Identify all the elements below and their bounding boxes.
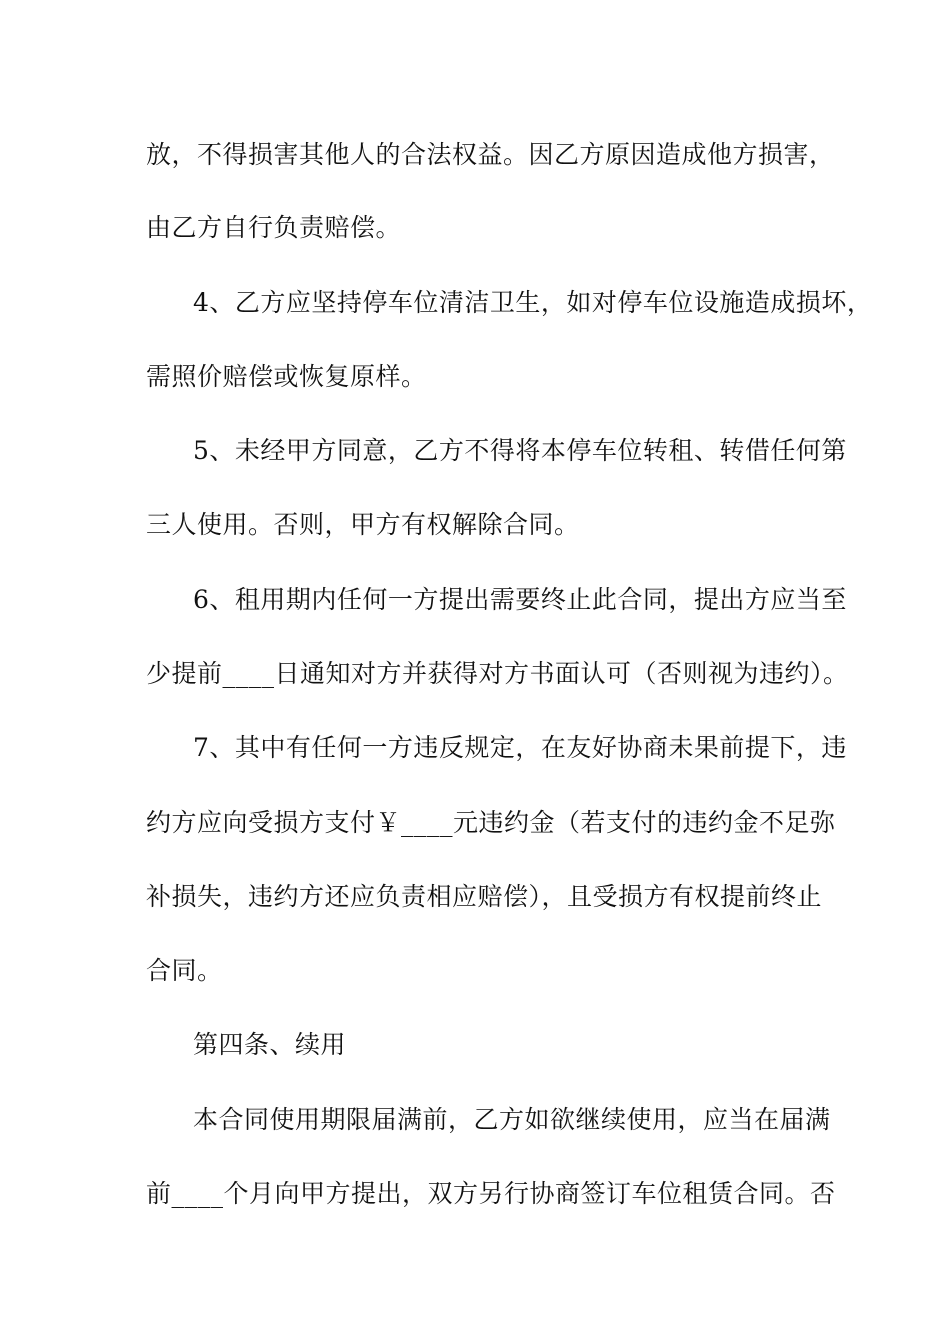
clause-7-line-3: 补损失，违约方还应负责相应赔偿），且受损方有权提前终止 <box>146 882 823 911</box>
renewal-line-1: 本合同使用期限届满前，乙方如欲继续使用，应当在届满 <box>193 1105 831 1134</box>
clause-4-line-2: 需照价赔偿或恢复原样。 <box>146 362 427 391</box>
text-line-2: 由乙方自行负责赔偿。 <box>146 213 402 242</box>
clause-5-line-2: 三人使用。否则，甲方有权解除合同。 <box>146 510 580 539</box>
clause-6-line-2: 少提前____日通知对方并获得对方书面认可（否则视为违约）。 <box>146 659 849 688</box>
clause-5-line-1: 5、未经甲方同意，乙方不得将本停车位转租、转借任何第 <box>193 436 847 465</box>
clause-6-line-1: 6、租用期内任何一方提出需要终止此合同，提出方应当至 <box>193 585 847 614</box>
text-line-1: 放，不得损害其他人的合法权益。因乙方原因造成他方损害， <box>146 140 835 169</box>
clause-7-line-4: 合同。 <box>146 956 223 985</box>
clause-4-line-1: 4、乙方应坚持停车位清洁卫生，如对停车位设施造成损坏， <box>193 288 873 317</box>
clause-7-line-1: 7、其中有任何一方违反规定，在友好协商未果前提下，违 <box>193 733 847 762</box>
renewal-line-2: 前____个月向甲方提出，双方另行协商签订车位租赁合同。否 <box>146 1179 836 1208</box>
section-heading: 第四条、续用 <box>193 1030 347 1059</box>
clause-7-line-2: 约方应向受损方支付￥____元违约金（若支付的违约金不足弥 <box>146 808 836 837</box>
